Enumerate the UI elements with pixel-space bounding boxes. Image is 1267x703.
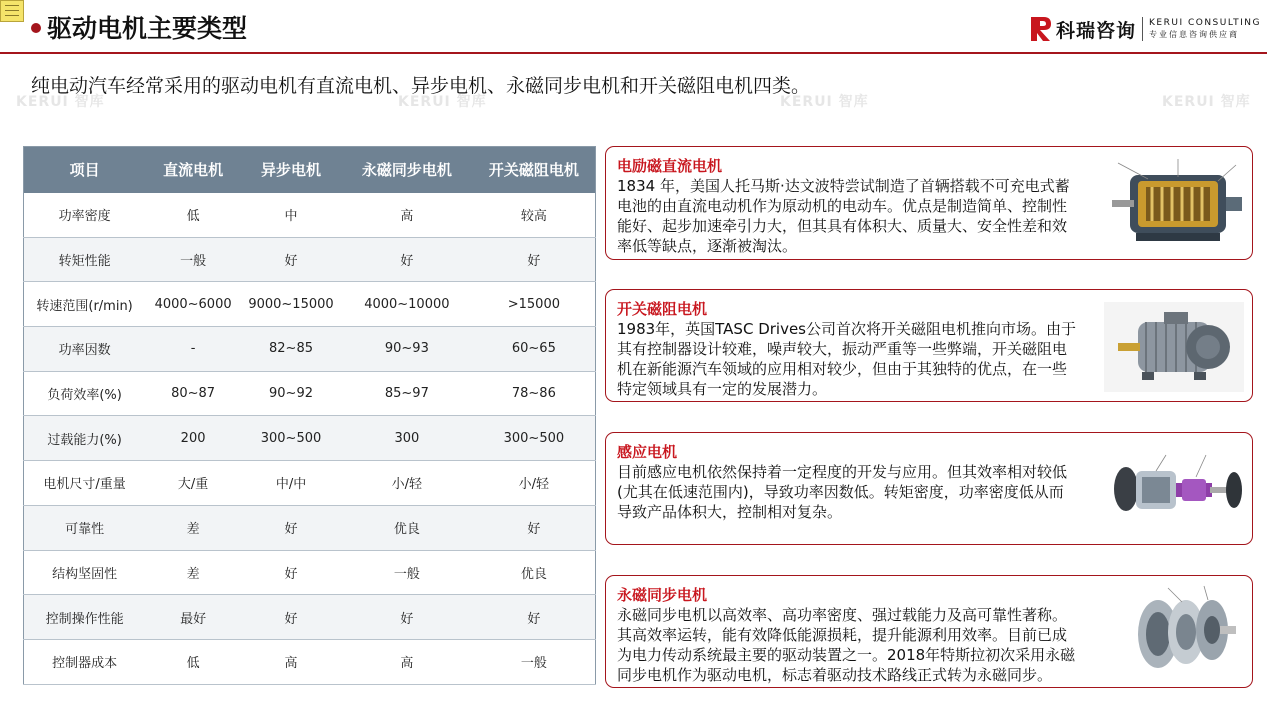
table-cell: 优良 — [473, 550, 596, 595]
watermark: KERUI 智库 — [1162, 94, 1251, 110]
card-line: 能好、起步加速牵引力大，但其具有体积大、质量大、安全性差和效 — [617, 217, 1068, 235]
logo-tagline: 专业信息咨询供应商 — [1149, 30, 1240, 39]
table-cell: 300~500 — [241, 416, 341, 461]
intro-text: 纯电动汽车经常采用的驱动电机有直流电机、异步电机、永磁同步电机和开关磁阻电机四类。 — [31, 75, 811, 97]
table-cell: 差 — [145, 505, 241, 550]
table-cell: 中/中 — [241, 461, 341, 506]
row-label-cell: 转矩性能 — [24, 237, 146, 282]
column-header: 永磁同步电机 — [341, 147, 473, 193]
card-body — [617, 462, 1067, 522]
table-cell: 4000~6000 — [145, 282, 241, 327]
card-title: 永磁同步电机 — [617, 586, 708, 604]
card-line: 其有控制器设计较难，噪声较大，振动严重等一些弊端，开关磁阻电 — [617, 340, 1068, 358]
table-row — [24, 237, 596, 282]
table-cell: 300 — [341, 416, 473, 461]
logo-separator — [1142, 17, 1143, 41]
card-line: 1834 年，美国人托马斯·达文波特尝试制造了首辆搭载不可充电式蓄 — [617, 177, 1070, 195]
switched-reluctance-motor-image — [1104, 302, 1244, 392]
table-cell: 好 — [241, 550, 341, 595]
table-cell: 好 — [341, 237, 473, 282]
table-cell: 78~86 — [473, 371, 596, 416]
card-line: 特定领域具有一定的发展潜力。 — [617, 380, 828, 398]
card-line: 其高效率运转，能有效降低能源损耗，提升能源利用效率。目前已成 — [617, 626, 1068, 644]
table-cell: - — [145, 327, 241, 372]
table-cell: 好 — [473, 505, 596, 550]
card-line: 永磁同步电机以高效率、高功率密度、强过载能力及高可靠性著称。 — [617, 606, 1068, 624]
table-cell: 好 — [473, 237, 596, 282]
table-row — [24, 461, 596, 506]
table-cell: 90~93 — [341, 327, 473, 372]
table-row — [24, 595, 596, 640]
table-cell: 中 — [241, 193, 341, 238]
table-cell: 一般 — [145, 237, 241, 282]
page-title: 驱动电机主要类型 — [47, 14, 248, 43]
table-cell: 高 — [241, 639, 341, 684]
card-line: 电池的由直流电动机作为原动机的电动车。优点是制造简单、控制性 — [617, 197, 1068, 215]
table-row — [24, 327, 596, 372]
card-induction-motor — [605, 432, 1253, 545]
dc-motor-cutaway-image — [1108, 153, 1248, 253]
table-cell: 好 — [241, 505, 341, 550]
card-title: 电励磁直流电机 — [617, 157, 723, 175]
table-cell: >15000 — [473, 282, 596, 327]
watermark: KERUI 智库 — [780, 94, 869, 110]
row-label-cell: 可靠性 — [24, 505, 146, 550]
table-cell: 4000~10000 — [341, 282, 473, 327]
induction-motor-exploded-image — [1106, 449, 1246, 531]
watermark: KERUI 智库 — [398, 94, 487, 110]
table-row — [24, 505, 596, 550]
row-label-cell: 过载能力(%) — [24, 416, 146, 461]
column-header: 开关磁阻电机 — [473, 147, 596, 193]
table-row — [24, 193, 596, 238]
row-label-cell: 控制器成本 — [24, 639, 146, 684]
card-line: 同步电机作为驱动电机，标志着驱动技术路线正式转为永磁同步。 — [617, 666, 1053, 684]
table-cell: 优良 — [341, 505, 473, 550]
card-line: 率低等缺点，逐渐被淘汰。 — [617, 237, 798, 255]
table-row — [24, 371, 596, 416]
card-line: 导致产品体积大，控制相对复杂。 — [617, 503, 843, 521]
table-cell: 低 — [145, 193, 241, 238]
row-label-cell: 功率密度 — [24, 193, 146, 238]
table-cell: 一般 — [341, 550, 473, 595]
row-label-cell: 转速范围(r/min) — [24, 282, 146, 327]
table-row — [24, 550, 596, 595]
card-line: 机在新能源汽车领域的应用相对较少，但由于其独特的优点，在一些 — [617, 360, 1068, 378]
table-cell: 差 — [145, 550, 241, 595]
table-cell: 最好 — [145, 595, 241, 640]
table-row — [24, 416, 596, 461]
table-cell: 高 — [341, 639, 473, 684]
card-pm-synchronous — [605, 575, 1253, 688]
card-switched-reluctance — [605, 289, 1253, 402]
table-cell: 90~92 — [241, 371, 341, 416]
table-cell: 好 — [341, 595, 473, 640]
pm-synchronous-motor-image — [1128, 582, 1238, 682]
logo-english-name: KERUI CONSULTING — [1149, 18, 1261, 28]
table-cell: 200 — [145, 416, 241, 461]
note-icon[interactable] — [0, 0, 24, 22]
table-cell: 80~87 — [145, 371, 241, 416]
header-divider — [0, 52, 1267, 54]
column-header: 异步电机 — [241, 147, 341, 193]
card-body — [617, 605, 1075, 685]
card-line: 1983年，英国TASC Drives公司首次将开关磁阻电机推向市场。由于 — [617, 320, 1077, 338]
table-cell: 好 — [241, 595, 341, 640]
row-label-cell: 负荷效率(%) — [24, 371, 146, 416]
table-cell: 好 — [473, 595, 596, 640]
card-title: 感应电机 — [617, 443, 678, 461]
card-body — [617, 319, 1076, 399]
card-body — [617, 176, 1070, 256]
table-cell: 82~85 — [241, 327, 341, 372]
card-dc-motor — [605, 146, 1253, 260]
logo-english — [1149, 19, 1261, 39]
card-title: 开关磁阻电机 — [617, 300, 708, 318]
table-cell: 较高 — [473, 193, 596, 238]
table-row — [24, 282, 596, 327]
motor-comparison-table — [23, 146, 596, 685]
card-line: 为电力传动系统最主要的驱动装置之一。2018年特斯拉初次采用永磁 — [617, 646, 1076, 664]
card-line: (尤其在低速范围内)，导致功率因数低。转矩密度，功率密度低从而 — [617, 483, 1064, 501]
table-cell: 大/重 — [145, 461, 241, 506]
table-row — [24, 639, 596, 684]
table-cell: 好 — [241, 237, 341, 282]
watermark: KERUI 智库 — [16, 94, 105, 110]
kerui-logo-icon — [1030, 15, 1052, 43]
table-cell: 85~97 — [341, 371, 473, 416]
table-cell: 一般 — [473, 639, 596, 684]
column-header: 项目 — [24, 147, 146, 193]
table-cell: 低 — [145, 639, 241, 684]
kerui-logo — [1030, 14, 1261, 44]
column-header: 直流电机 — [145, 147, 241, 193]
row-label-cell: 控制操作性能 — [24, 595, 146, 640]
table-cell: 60~65 — [473, 327, 596, 372]
logo-chinese-name: 科瑞咨询 — [1056, 19, 1137, 42]
table-cell: 小/轻 — [473, 461, 596, 506]
table-cell: 300~500 — [473, 416, 596, 461]
card-line: 目前感应电机依然保持着一定程度的开发与应用。但其效率相对较低 — [617, 463, 1068, 481]
table-cell: 高 — [341, 193, 473, 238]
row-label-cell: 电机尺寸/重量 — [24, 461, 146, 506]
table-cell: 小/轻 — [341, 461, 473, 506]
title-bullet — [31, 23, 41, 33]
row-label-cell: 结构坚固性 — [24, 550, 146, 595]
table-cell: 9000~15000 — [241, 282, 341, 327]
table-header-row — [24, 147, 596, 193]
row-label-cell: 功率因数 — [24, 327, 146, 372]
